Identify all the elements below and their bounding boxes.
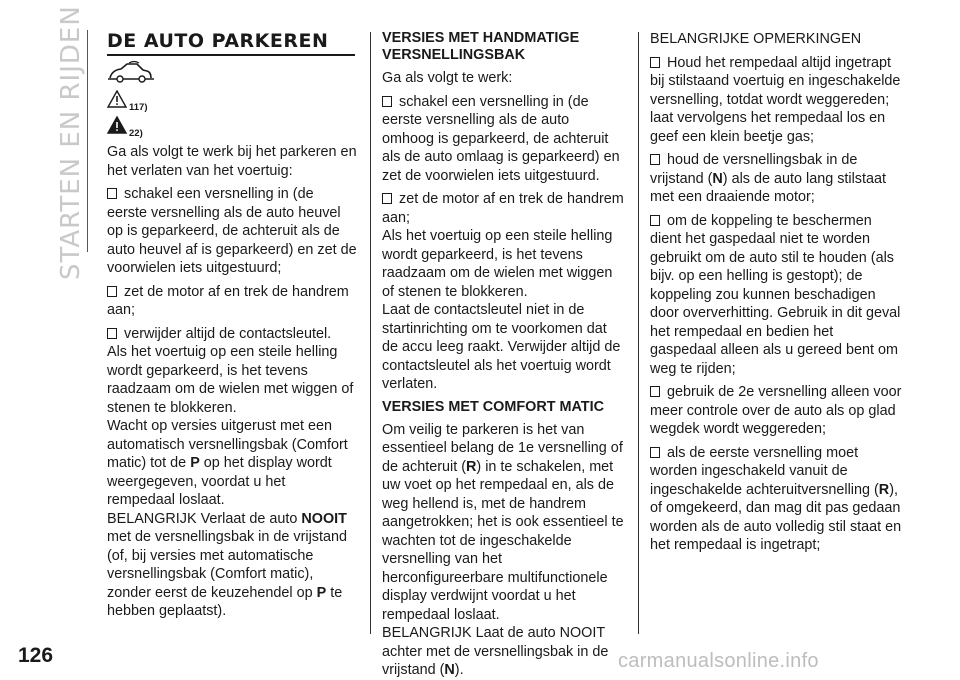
watermark: carmanualsonline.info (618, 650, 819, 672)
checkbox-bullet-icon (650, 215, 660, 226)
eco-icon-row (107, 62, 357, 88)
sidebar-section-title: STARTEN EN RIJDEN (56, 5, 86, 280)
warning-triangle-icon (107, 90, 127, 114)
page-number: 126 (18, 644, 54, 667)
danger-triangle-icon (107, 116, 127, 140)
checkbox-bullet-icon (382, 96, 392, 107)
bullet-text: zet de motor af en trek de handrem aan; (382, 191, 624, 226)
eco-car-icon (107, 59, 157, 89)
column-divider-2 (638, 32, 639, 634)
checkbox-bullet-icon (107, 188, 117, 199)
warning-reference (107, 91, 357, 113)
bullet-item: houd de versnellingsbak in de vrijstand (N) als de auto lang stilstaat met een draaiende motor; (650, 152, 886, 205)
intro-paragraph: Ga als volgt te werk: (382, 70, 513, 86)
bullet-item (650, 54, 902, 147)
paragraph: Laat de contactsleutel niet in de startinrichting om te voorkomen dat de accu leeg raakt. Verwijder altijd de contactsleutel als het voertuig wordt verlaten. (382, 302, 621, 392)
bullet-text: Houd het rempedaal altijd ingetrapt bij stilstaand voertuig en ingeschakelde versnelling, totdat wordt weggereden; laat vervolgens het rempedaal los en geef een klein beetje gas; (650, 54, 901, 145)
bullet-item (107, 283, 357, 320)
checkbox-bullet-icon (650, 386, 660, 397)
column-1 (107, 30, 357, 621)
checkbox-bullet-icon (107, 286, 117, 297)
checkbox-bullet-icon (650, 154, 660, 165)
column-divider-1 (370, 32, 371, 634)
checkbox-bullet-icon (650, 447, 660, 458)
sidebar-rule (87, 30, 88, 252)
checkbox-bullet-icon (107, 328, 117, 339)
checkbox-bullet-icon (382, 193, 392, 204)
paragraph: BELANGRIJK Verlaat de auto NOOIT met de versnellingsbak in de vrijstand (of, bij versies met automatische versnellingsbak (Comfort matic), zonder eerst de keuzehendel op P te hebben geplaatst). (107, 510, 347, 619)
bullet-text: om de koppeling te beschermen dient het gaspedaal niet te worden gebruikt om de auto stil te houden (als bijv. op een helling is gestopt); de koppeling zou kunnen beschadigen door oververhitting. Gebruik in dit geval het rempedaal en bedien het gaspedaal alleen als u gereed bent om weg te rijden; (650, 212, 901, 377)
paragraph: Wacht op versies uitgerust met een automatisch versnellingsbak (Comfort matic) tot de P op het display wordt weergegeven, voordat u het rempedaal loslaat. (107, 418, 348, 508)
subsection-title: BELANGRIJKE OPMERKINGEN (650, 31, 862, 47)
paragraph: BELANGRIJK Laat de auto NOOIT achter met de versnellingsbak in de vrijstand (N). (382, 625, 609, 678)
warning-ref-number: 117) (129, 102, 148, 113)
bullet-text: verwijder altijd de contactsleutel. (124, 325, 332, 342)
paragraph: Als het voertuig op een steile helling wordt geparkeerd, is het tevens raadzaam om de wielen met wiggen of stenen te blokkeren. (107, 344, 354, 416)
bullet-text: zet de motor af en trek de handrem aan; (107, 283, 349, 318)
paragraph: Als het voertuig op een steile helling wordt geparkeerd, is het tevens raadzaam om de wielen met wiggen of stenen te blokkeren. (382, 228, 613, 300)
subsection-title: VERSIES MET HANDMATIGE VERSNELLINGSBAK (382, 30, 580, 63)
bullet-item: als de eerste versnelling moet worden ingeschakeld vanuit de ingeschakelde achteruitversnelling (R), of omgekeerd, dan mag dit pas gedaan worden als de auto volledig stil staat en het rempedaal is ingetrapt; (650, 444, 902, 553)
bullet-item (650, 383, 902, 439)
bullet-text: schakel een versnelling in (de eerste versnelling als de auto heuvel op is geparkeerd, de achteruit als de auto heuvel af is geparkeerd) en zet de voorwielen iets uitgestuurd; (107, 186, 357, 276)
bullet-item (107, 325, 357, 344)
paragraph: Om veilig te parkeren is het van essentieel belang de 1e versnelling of de achteruit (R) in te schakelen, met uw voet op het rempedaal en, als de weg hellend is, met de handrem aangetrokken; het is ook essentieel te wachten tot de ingeschakelde versnelling van het herconfigureerbare multifunctionele display verdwijnt voordat u het rempedaal loslaat. (382, 421, 624, 623)
bullet-item (650, 212, 902, 379)
bullet-item (382, 190, 624, 227)
bullet-text: schakel een versnelling in (de eerste versnelling als de auto omhoog is geparkeerd, de achteruit als de auto omlaag is geparkeerd) en zet de voorwielen iets uitgestuurd. (382, 93, 620, 184)
column-2 (382, 30, 624, 680)
bullet-text: gebruik de 2e versnelling alleen voor meer controle over de auto als op glad wegdek wordt weggereden; (650, 384, 902, 437)
danger-reference (107, 117, 357, 139)
bullet-item (382, 93, 624, 186)
intro-paragraph: Ga als volgt te werk bij het parkeren en het verlaten van het voertuig: (107, 144, 357, 179)
column-3 (650, 30, 902, 560)
danger-ref-number: 22) (129, 128, 143, 139)
subsection-title: VERSIES MET COMFORT MATIC (382, 398, 604, 415)
checkbox-bullet-icon (650, 57, 660, 68)
section-title: DE AUTO PARKEREN (107, 30, 355, 56)
bullet-item (107, 185, 357, 278)
